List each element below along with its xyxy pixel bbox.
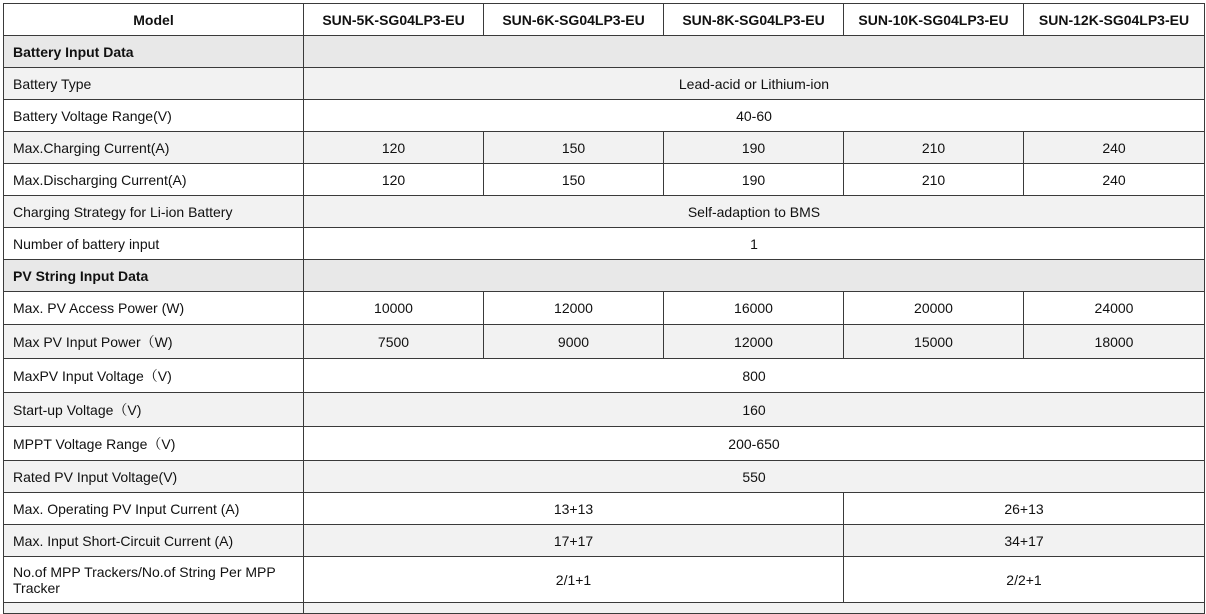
table-row (4, 132, 1205, 164)
param-label: Rated PV Input Voltage(V) (4, 461, 304, 493)
param-value: 12000 (664, 325, 844, 359)
param-value: 16000 (664, 292, 844, 325)
param-value: 800 (304, 359, 1205, 393)
param-value: 550 (304, 461, 1205, 493)
table-row (4, 525, 1205, 557)
param-value: 150 (484, 164, 664, 196)
empty-cell (304, 603, 1205, 614)
param-label: Charging Strategy for Li-ion Battery (4, 196, 304, 228)
param-value: 150 (484, 132, 664, 164)
param-value: 120 (304, 132, 484, 164)
table-row (4, 461, 1205, 493)
param-value: 1 (304, 228, 1205, 260)
param-value: Self-adaption to BMS (304, 196, 1205, 228)
table-row-cutoff (4, 603, 1205, 614)
param-label: MaxPV Input Voltage（V) (4, 359, 304, 393)
param-value: 13+13 (304, 493, 844, 525)
section-fill (304, 36, 1205, 68)
param-value: 210 (844, 132, 1024, 164)
header-row (4, 4, 1205, 36)
table-row (4, 427, 1205, 461)
param-value: 2/2+1 (844, 557, 1205, 603)
model-name: SUN-10K-SG04LP3-EU (844, 4, 1024, 36)
param-value: 240 (1024, 132, 1205, 164)
section-row-battery (4, 36, 1205, 68)
param-label: Max. Input Short-Circuit Current (A) (4, 525, 304, 557)
param-label: MPPT Voltage Range（V) (4, 427, 304, 461)
param-value: 190 (664, 164, 844, 196)
param-value: 34+17 (844, 525, 1205, 557)
param-label: Battery Voltage Range(V) (4, 100, 304, 132)
model-header: Model (4, 4, 304, 36)
param-value: 190 (664, 132, 844, 164)
model-name: SUN-5K-SG04LP3-EU (304, 4, 484, 36)
table-row (4, 393, 1205, 427)
table-row (4, 557, 1205, 603)
param-label: No.of MPP Trackers/No.of String Per MPP Tracker (4, 557, 304, 603)
table-row (4, 325, 1205, 359)
param-value: 9000 (484, 325, 664, 359)
param-value: 120 (304, 164, 484, 196)
model-name: SUN-6K-SG04LP3-EU (484, 4, 664, 36)
param-value: 15000 (844, 325, 1024, 359)
param-label: Max.Discharging Current(A) (4, 164, 304, 196)
section-row-pv (4, 260, 1205, 292)
section-title-pv: PV String Input Data (4, 260, 304, 292)
param-label: Max. Operating PV Input Current (A) (4, 493, 304, 525)
table-row (4, 100, 1205, 132)
param-value: 160 (304, 393, 1205, 427)
table-row (4, 68, 1205, 100)
param-label: Number of battery input (4, 228, 304, 260)
table-row (4, 228, 1205, 260)
table-row (4, 164, 1205, 196)
param-value: 18000 (1024, 325, 1205, 359)
param-label: Max PV Input Power（W) (4, 325, 304, 359)
param-label: Battery Type (4, 68, 304, 100)
param-value: 40-60 (304, 100, 1205, 132)
param-label: Max. PV Access Power (W) (4, 292, 304, 325)
param-value: 10000 (304, 292, 484, 325)
param-label: Start-up Voltage（V) (4, 393, 304, 427)
param-value: 200-650 (304, 427, 1205, 461)
model-name: SUN-12K-SG04LP3-EU (1024, 4, 1205, 36)
section-title-battery: Battery Input Data (4, 36, 304, 68)
param-value: 17+17 (304, 525, 844, 557)
table-row (4, 493, 1205, 525)
param-value: Lead-acid or Lithium-ion (304, 68, 1205, 100)
param-value: 12000 (484, 292, 664, 325)
param-value: 210 (844, 164, 1024, 196)
section-fill (304, 260, 1205, 292)
table-row (4, 359, 1205, 393)
param-value: 240 (1024, 164, 1205, 196)
table-row (4, 292, 1205, 325)
param-value: 26+13 (844, 493, 1205, 525)
empty-cell (4, 603, 304, 614)
model-name: SUN-8K-SG04LP3-EU (664, 4, 844, 36)
param-value: 24000 (1024, 292, 1205, 325)
spec-table (3, 3, 1205, 614)
param-value: 7500 (304, 325, 484, 359)
param-label: Max.Charging Current(A) (4, 132, 304, 164)
param-value: 20000 (844, 292, 1024, 325)
table-row (4, 196, 1205, 228)
param-value: 2/1+1 (304, 557, 844, 603)
